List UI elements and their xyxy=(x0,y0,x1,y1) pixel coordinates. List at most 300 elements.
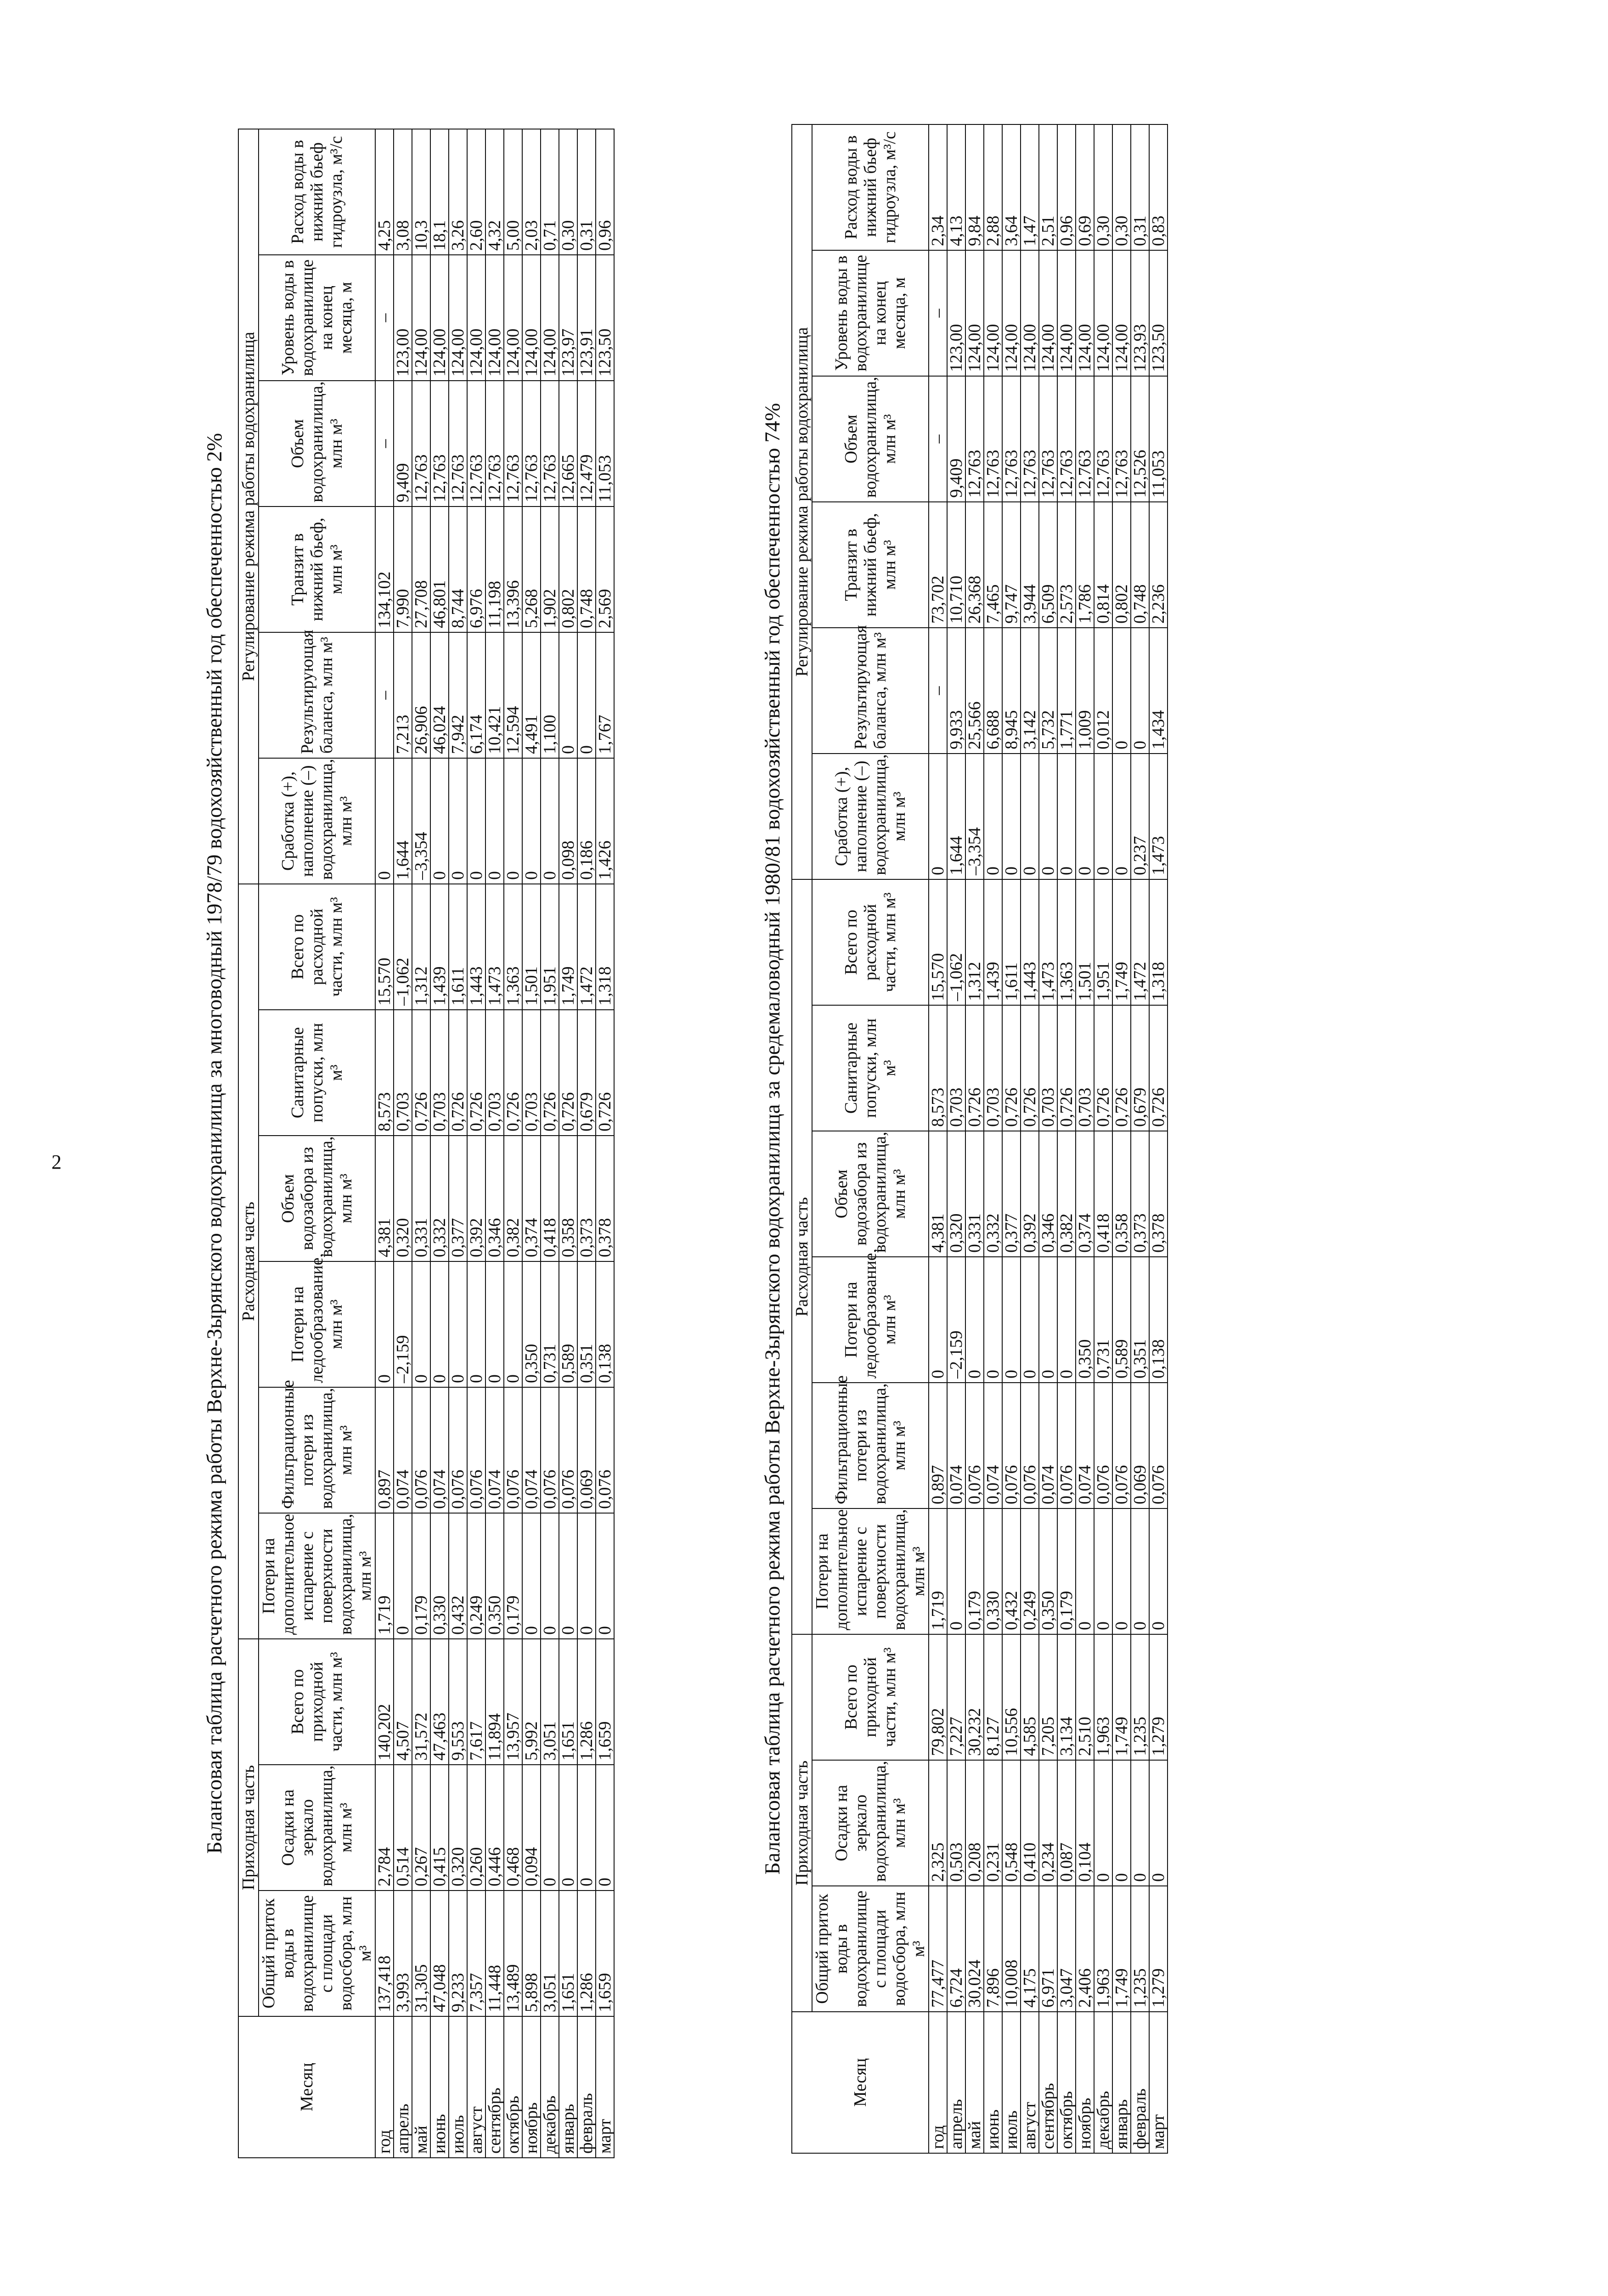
value-cell: 1,902 xyxy=(541,506,559,632)
month-cell: декабрь xyxy=(1094,2012,1112,2153)
value-cell: 0,350 xyxy=(522,1261,541,1387)
value-cell: 0,83 xyxy=(1149,124,1168,250)
value-cell: 46,024 xyxy=(430,632,449,758)
header-filtration: Фильтрационные потери из водохранилища, млн м³ xyxy=(259,1387,375,1513)
value-cell: 1,767 xyxy=(596,632,614,758)
value-cell: 0,30 xyxy=(1094,124,1112,250)
value-cell: 0 xyxy=(467,1261,485,1387)
value-cell: 8,744 xyxy=(449,506,467,632)
value-cell: 0,076 xyxy=(1094,1383,1112,1508)
value-cell: 0 xyxy=(467,758,485,884)
value-cell: 30,024 xyxy=(965,1886,984,2012)
value-cell: 0 xyxy=(1131,1760,1149,1886)
value-cell: 0,231 xyxy=(984,1760,1002,1886)
value-cell: 0,418 xyxy=(1094,1131,1112,1257)
value-cell: 11,053 xyxy=(1149,376,1168,502)
value-cell: 12,763 xyxy=(1021,376,1039,502)
value-cell: 0 xyxy=(984,754,1002,879)
table-row xyxy=(522,129,541,2158)
month-cell: август xyxy=(1021,2012,1039,2153)
value-cell: 0,320 xyxy=(449,1765,467,1891)
value-cell: 1,659 xyxy=(596,1639,614,1765)
value-cell: 0,392 xyxy=(467,1136,485,1261)
value-cell: –1,062 xyxy=(947,879,965,1005)
value-cell: 3,051 xyxy=(541,1639,559,1765)
value-cell: 123,50 xyxy=(596,255,614,381)
value-cell: 0,350 xyxy=(485,1513,504,1639)
value-cell: 1,473 xyxy=(1149,754,1168,879)
value-cell: 0,31 xyxy=(1131,124,1149,250)
value-cell: 0,074 xyxy=(522,1387,541,1513)
month-cell: май xyxy=(412,2016,430,2158)
header-result-balance: Результирующая баланса, млн м³ xyxy=(259,632,375,758)
value-cell: 0,377 xyxy=(1002,1131,1021,1257)
value-cell: 2,60 xyxy=(467,129,485,255)
value-cell: 1,501 xyxy=(1076,879,1094,1005)
value-cell: 0 xyxy=(1002,754,1021,879)
value-cell: 0,069 xyxy=(577,1387,596,1513)
value-cell: 1,363 xyxy=(504,884,522,1010)
header-intake: Объем водозабора из водохранилища, млн м³ xyxy=(259,1136,375,1261)
value-cell: 0,726 xyxy=(1002,1005,1021,1131)
table-row xyxy=(1076,124,1094,2153)
month-cell: октябрь xyxy=(504,2016,522,2158)
value-cell: 0,076 xyxy=(541,1387,559,1513)
month-cell: август xyxy=(467,2016,485,2158)
header-discharge: Расход воды в нижний бьеф гидроузла, м³/с xyxy=(812,124,929,250)
header-total-inflow: Общий приток воды в водохранилище с площади водосбора, млн м³ xyxy=(812,1886,929,2012)
value-cell: 0,374 xyxy=(1076,1131,1094,1257)
month-cell: ноябрь xyxy=(1076,2012,1094,2153)
value-cell: 0,71 xyxy=(541,129,559,255)
value-cell: 0,179 xyxy=(504,1513,522,1639)
value-cell: – xyxy=(929,628,947,754)
value-cell: 0,373 xyxy=(577,1136,596,1261)
month-cell: март xyxy=(596,2016,614,2158)
value-cell: 0,076 xyxy=(412,1387,430,1513)
table-body-1 xyxy=(375,129,614,2158)
value-cell: 0,012 xyxy=(1094,628,1112,754)
value-cell: 0,96 xyxy=(1057,124,1076,250)
value-cell: 123,97 xyxy=(559,255,577,381)
value-cell: 134,102 xyxy=(375,506,394,632)
value-cell: 3,944 xyxy=(1021,502,1039,628)
value-cell: 12,763 xyxy=(965,376,984,502)
value-cell: 6,509 xyxy=(1039,502,1057,628)
value-cell: 9,233 xyxy=(449,1891,467,2016)
value-cell: 1,786 xyxy=(1076,502,1094,628)
value-cell: 0,30 xyxy=(1112,124,1131,250)
value-cell: 4,175 xyxy=(1021,1886,1039,2012)
value-cell: 2,34 xyxy=(929,124,947,250)
value-cell: 4,491 xyxy=(522,632,541,758)
value-cell: 0 xyxy=(1039,1257,1057,1383)
value-cell: 0,69 xyxy=(1076,124,1094,250)
value-cell: 124,00 xyxy=(412,255,430,381)
header-sanitary: Санитарные попуски, млн м³ xyxy=(259,1010,375,1136)
value-cell: 9,409 xyxy=(394,381,412,506)
value-cell: 0,726 xyxy=(449,1010,467,1136)
month-cell: сентябрь xyxy=(1039,2012,1057,2153)
value-cell: 0 xyxy=(541,1513,559,1639)
value-cell: 1,472 xyxy=(577,884,596,1010)
value-cell: 1,719 xyxy=(375,1513,394,1639)
value-cell: 3,26 xyxy=(449,129,467,255)
value-cell: 0,076 xyxy=(559,1387,577,1513)
value-cell: 1,472 xyxy=(1131,879,1149,1005)
value-cell: 0,679 xyxy=(1131,1005,1149,1131)
month-cell: декабрь xyxy=(541,2016,559,2158)
value-cell: 1,009 xyxy=(1076,628,1094,754)
value-cell: 0,802 xyxy=(559,506,577,632)
month-cell: январь xyxy=(559,2016,577,2158)
value-cell: 0,726 xyxy=(1094,1005,1112,1131)
header-total-inflow: Общий приток воды в водохранилище с площади водосбора, млн м³ xyxy=(259,1891,375,2016)
value-cell: 0,378 xyxy=(1149,1131,1168,1257)
value-cell: 124,00 xyxy=(1076,250,1094,376)
value-cell: – xyxy=(375,381,394,506)
value-cell: 3,134 xyxy=(1057,1634,1076,1760)
value-cell: 0,237 xyxy=(1131,754,1149,879)
value-cell: 0 xyxy=(1131,1508,1149,1634)
value-cell: 0,076 xyxy=(449,1387,467,1513)
table-row xyxy=(1131,124,1149,2153)
value-cell: 12,763 xyxy=(430,381,449,506)
value-cell: 2,88 xyxy=(984,124,1002,250)
value-cell: 12,763 xyxy=(1076,376,1094,502)
value-cell: 0,377 xyxy=(449,1136,467,1261)
value-cell: 6,688 xyxy=(984,628,1002,754)
value-cell: 0,897 xyxy=(375,1387,394,1513)
value-cell: 12,763 xyxy=(467,381,485,506)
value-cell: 15,570 xyxy=(375,884,394,1010)
value-cell: 1,611 xyxy=(1002,879,1021,1005)
value-cell: 10,710 xyxy=(947,502,965,628)
value-cell: 0,415 xyxy=(430,1765,449,1891)
value-cell: 11,894 xyxy=(485,1639,504,1765)
value-cell: 12,763 xyxy=(522,381,541,506)
value-cell: 13,396 xyxy=(504,506,522,632)
value-cell: 11,448 xyxy=(485,1891,504,2016)
value-cell: 12,763 xyxy=(541,381,559,506)
value-cell: 124,00 xyxy=(1039,250,1057,376)
value-cell: 15,570 xyxy=(929,879,947,1005)
value-cell: 1,951 xyxy=(541,884,559,1010)
month-cell: ноябрь xyxy=(522,2016,541,2158)
value-cell: 1,312 xyxy=(412,884,430,1010)
value-cell: 124,00 xyxy=(984,250,1002,376)
value-cell: 0 xyxy=(485,758,504,884)
header-evaporation: Потери на дополнительное испарение с поверхности водохранилища, млн м³ xyxy=(259,1513,375,1639)
value-cell: 1,235 xyxy=(1131,1634,1149,1760)
value-cell: 3,047 xyxy=(1057,1886,1076,2012)
value-cell: 3,142 xyxy=(1021,628,1039,754)
value-cell: 11,198 xyxy=(485,506,504,632)
value-cell: 3,64 xyxy=(1002,124,1021,250)
value-cell: 12,763 xyxy=(449,381,467,506)
value-cell: 6,971 xyxy=(1039,1886,1057,2012)
header-income-group: Приходная часть xyxy=(238,1639,259,2016)
month-cell: май xyxy=(965,2012,984,2153)
value-cell: 0,351 xyxy=(577,1261,596,1387)
value-cell: – xyxy=(375,632,394,758)
value-cell: 13,957 xyxy=(504,1639,522,1765)
value-cell: 10,008 xyxy=(1002,1886,1021,2012)
value-cell: 1,951 xyxy=(1094,879,1112,1005)
value-cell: 1,749 xyxy=(1112,1634,1131,1760)
value-cell: 6,724 xyxy=(947,1886,965,2012)
value-cell: 1,719 xyxy=(929,1508,947,1634)
header-sanitary: Санитарные попуски, млн м³ xyxy=(812,1005,929,1131)
month-cell: июнь xyxy=(984,2012,1002,2153)
value-cell: 0,076 xyxy=(596,1387,614,1513)
table-row xyxy=(1039,124,1057,2153)
header-total-expense: Всего по расходной части, млн м³ xyxy=(259,884,375,1010)
value-cell: 0 xyxy=(1094,1760,1112,1886)
value-cell: 0,320 xyxy=(947,1131,965,1257)
value-cell: 2,406 xyxy=(1076,1886,1094,2012)
value-cell: 31,305 xyxy=(412,1891,430,2016)
value-cell: 0,098 xyxy=(559,758,577,884)
value-cell: 0,726 xyxy=(559,1010,577,1136)
value-cell: 2,236 xyxy=(1149,502,1168,628)
header-expense-group: Расходная часть xyxy=(792,879,812,1634)
value-cell: 9,933 xyxy=(947,628,965,754)
table-row xyxy=(449,129,467,2158)
value-cell: 1,659 xyxy=(596,1891,614,2016)
value-cell: 2,510 xyxy=(1076,1634,1094,1760)
header-transit: Транзит в нижний бьеф, млн м³ xyxy=(259,506,375,632)
value-cell: 0,076 xyxy=(1057,1383,1076,1508)
value-cell: 1,651 xyxy=(559,1639,577,1765)
value-cell: 1,644 xyxy=(947,754,965,879)
value-cell: 18,1 xyxy=(430,129,449,255)
value-cell: 12,763 xyxy=(1057,376,1076,502)
table-row xyxy=(485,129,504,2158)
value-cell: 1,312 xyxy=(965,879,984,1005)
value-cell: 5,992 xyxy=(522,1639,541,1765)
value-cell: 12,763 xyxy=(504,381,522,506)
value-cell: 0,074 xyxy=(947,1383,965,1508)
month-cell: июнь xyxy=(430,2016,449,2158)
value-cell: 1,501 xyxy=(522,884,541,1010)
value-cell: 2,03 xyxy=(522,129,541,255)
value-cell: 6,976 xyxy=(467,506,485,632)
value-cell: 0,074 xyxy=(430,1387,449,1513)
header-drawdown: Сработка (+), наполнение (–) водохранилища, млн м³ xyxy=(259,758,375,884)
value-cell: 0,726 xyxy=(1112,1005,1131,1131)
value-cell: 12,763 xyxy=(984,376,1002,502)
header-total-expense: Всего по расходной части, млн м³ xyxy=(812,879,929,1005)
value-cell: 0 xyxy=(485,1261,504,1387)
value-cell: 124,00 xyxy=(1094,250,1112,376)
value-cell: 0,179 xyxy=(1057,1508,1076,1634)
table-row xyxy=(467,129,485,2158)
value-cell: 0,703 xyxy=(430,1010,449,1136)
value-cell: 0 xyxy=(1112,1760,1131,1886)
value-cell: 2,573 xyxy=(1057,502,1076,628)
value-cell: 0 xyxy=(559,632,577,758)
value-cell: 0 xyxy=(965,1257,984,1383)
value-cell: 0,589 xyxy=(1112,1257,1131,1383)
value-cell: 124,00 xyxy=(430,255,449,381)
value-cell: –2,159 xyxy=(947,1257,965,1383)
value-cell: 0 xyxy=(1002,1257,1021,1383)
value-cell: 123,91 xyxy=(577,255,596,381)
value-cell: 8,573 xyxy=(375,1010,394,1136)
value-cell: 30,232 xyxy=(965,1634,984,1760)
value-cell: 7,617 xyxy=(467,1639,485,1765)
value-cell: 1,318 xyxy=(1149,879,1168,1005)
value-cell: 0 xyxy=(929,1257,947,1383)
value-cell: 0 xyxy=(449,758,467,884)
value-cell: 0 xyxy=(1094,1508,1112,1634)
value-cell: 7,205 xyxy=(1039,1634,1057,1760)
value-cell: 123,00 xyxy=(947,250,965,376)
value-cell: 0,358 xyxy=(559,1136,577,1261)
value-cell: –2,159 xyxy=(394,1261,412,1387)
value-cell: 0 xyxy=(596,1513,614,1639)
value-cell: 0,410 xyxy=(1021,1760,1039,1886)
value-cell: 4,381 xyxy=(929,1131,947,1257)
value-cell: 1,443 xyxy=(467,884,485,1010)
value-cell: 4,13 xyxy=(947,124,965,250)
value-cell: 124,00 xyxy=(467,255,485,381)
table-row xyxy=(947,124,965,2153)
value-cell: 9,84 xyxy=(965,124,984,250)
value-cell: 0,249 xyxy=(467,1513,485,1639)
value-cell: 8,127 xyxy=(984,1634,1002,1760)
value-cell: 0 xyxy=(504,1261,522,1387)
value-cell: 0,351 xyxy=(1131,1257,1149,1383)
value-cell: 0 xyxy=(541,758,559,884)
value-cell: 1,439 xyxy=(430,884,449,1010)
value-cell: 0 xyxy=(559,1513,577,1639)
value-cell: 124,00 xyxy=(1021,250,1039,376)
value-cell: 1,644 xyxy=(394,758,412,884)
value-cell: 124,00 xyxy=(522,255,541,381)
value-cell: 0,346 xyxy=(1039,1131,1057,1257)
value-cell: 0,726 xyxy=(541,1010,559,1136)
value-cell: 0,267 xyxy=(412,1765,430,1891)
value-cell: 0,234 xyxy=(1039,1760,1057,1886)
table-row xyxy=(1002,124,1021,2153)
value-cell: 0,703 xyxy=(394,1010,412,1136)
header-precipitation: Осадки на зеркало водохранилища, млн м³ xyxy=(259,1765,375,1891)
value-cell: 0 xyxy=(1021,754,1039,879)
value-cell: 0,076 xyxy=(1149,1383,1168,1508)
value-cell: 0,726 xyxy=(1057,1005,1076,1131)
value-cell: 0,332 xyxy=(430,1136,449,1261)
value-cell: 0,076 xyxy=(1112,1383,1131,1508)
value-cell: 0,30 xyxy=(559,129,577,255)
table-row xyxy=(412,129,430,2158)
value-cell: 4,25 xyxy=(375,129,394,255)
value-cell: 10,556 xyxy=(1002,1634,1021,1760)
header-intake: Объем водозабора из водохранилища, млн м³ xyxy=(812,1131,929,1257)
value-cell: 1,47 xyxy=(1021,124,1039,250)
value-cell: 0 xyxy=(375,1261,394,1387)
value-cell: 12,763 xyxy=(1002,376,1021,502)
value-cell: 8,573 xyxy=(929,1005,947,1131)
table-row xyxy=(1149,124,1168,2153)
table-row xyxy=(430,129,449,2158)
value-cell: 10,421 xyxy=(485,632,504,758)
value-cell: 0,104 xyxy=(1076,1760,1094,1886)
value-cell: 9,747 xyxy=(1002,502,1021,628)
value-cell: 3,051 xyxy=(541,1891,559,2016)
table-row xyxy=(1094,124,1112,2153)
value-cell: 1,434 xyxy=(1149,628,1168,754)
value-cell: 0,076 xyxy=(467,1387,485,1513)
value-cell: 9,553 xyxy=(449,1639,467,1765)
value-cell: 0,897 xyxy=(929,1383,947,1508)
value-cell: 0 xyxy=(596,1765,614,1891)
header-volume: Объем водохранилища, млн м³ xyxy=(259,381,375,506)
table-row xyxy=(559,129,577,2158)
month-cell: февраль xyxy=(1131,2012,1149,2153)
value-cell: 0,094 xyxy=(522,1765,541,1891)
value-cell: 0 xyxy=(1149,1760,1168,1886)
value-cell: 2,569 xyxy=(596,506,614,632)
value-cell: 7,465 xyxy=(984,502,1002,628)
value-cell: 0,726 xyxy=(467,1010,485,1136)
value-cell: 0,726 xyxy=(1149,1005,1168,1131)
value-cell: 27,708 xyxy=(412,506,430,632)
value-cell: 4,507 xyxy=(394,1639,412,1765)
header-regulation-group: Регулирование режима работы водохранилища xyxy=(792,124,812,879)
value-cell: 4,585 xyxy=(1021,1634,1039,1760)
value-cell: 124,00 xyxy=(485,255,504,381)
value-cell: 0,179 xyxy=(412,1513,430,1639)
value-cell: 3,993 xyxy=(394,1891,412,2016)
value-cell: 0 xyxy=(1094,754,1112,879)
value-cell: 0,074 xyxy=(394,1387,412,1513)
table-title-2: Балансовая таблица расчетного режима работы Верхне-Зырянского водохранилища за средемаловодный 1980/81 водохозяйственный год обеспеченностью 74% xyxy=(761,403,784,1875)
header-level: Уровень воды в водохранилище на конец месяца, м xyxy=(259,255,375,381)
value-cell: 0,186 xyxy=(577,758,596,884)
value-cell: 0 xyxy=(559,1765,577,1891)
value-cell: 0 xyxy=(430,1261,449,1387)
value-cell: 1,100 xyxy=(541,632,559,758)
value-cell: 13,489 xyxy=(504,1891,522,2016)
value-cell: 0,076 xyxy=(965,1383,984,1508)
value-cell: – xyxy=(929,250,947,376)
value-cell: 0,726 xyxy=(504,1010,522,1136)
table-row xyxy=(965,124,984,2153)
value-cell: 8,945 xyxy=(1002,628,1021,754)
table-body-2 xyxy=(929,124,1168,2153)
value-cell: 0,703 xyxy=(947,1005,965,1131)
value-cell: 0 xyxy=(522,758,541,884)
month-cell: год xyxy=(375,2016,394,2158)
value-cell: 0,373 xyxy=(1131,1131,1149,1257)
value-cell: 0,731 xyxy=(541,1261,559,1387)
value-cell: 0,249 xyxy=(1021,1508,1039,1634)
value-cell: 0 xyxy=(449,1261,467,1387)
month-cell: июль xyxy=(449,2016,467,2158)
value-cell: 26,368 xyxy=(965,502,984,628)
header-evaporation: Потери на дополнительное испарение с поверхности водохранилища, млн м³ xyxy=(812,1508,929,1634)
value-cell: 12,526 xyxy=(1131,376,1149,502)
header-drawdown: Сработка (+), наполнение (–) водохранилища, млн м³ xyxy=(812,754,929,879)
month-cell: январь xyxy=(1112,2012,1131,2153)
value-cell: 0,382 xyxy=(504,1136,522,1261)
value-cell: 5,898 xyxy=(522,1891,541,2016)
value-cell: 5,732 xyxy=(1039,628,1057,754)
value-cell: 1,286 xyxy=(577,1639,596,1765)
header-regulation-group: Регулирование режима работы водохранилища xyxy=(238,129,259,884)
